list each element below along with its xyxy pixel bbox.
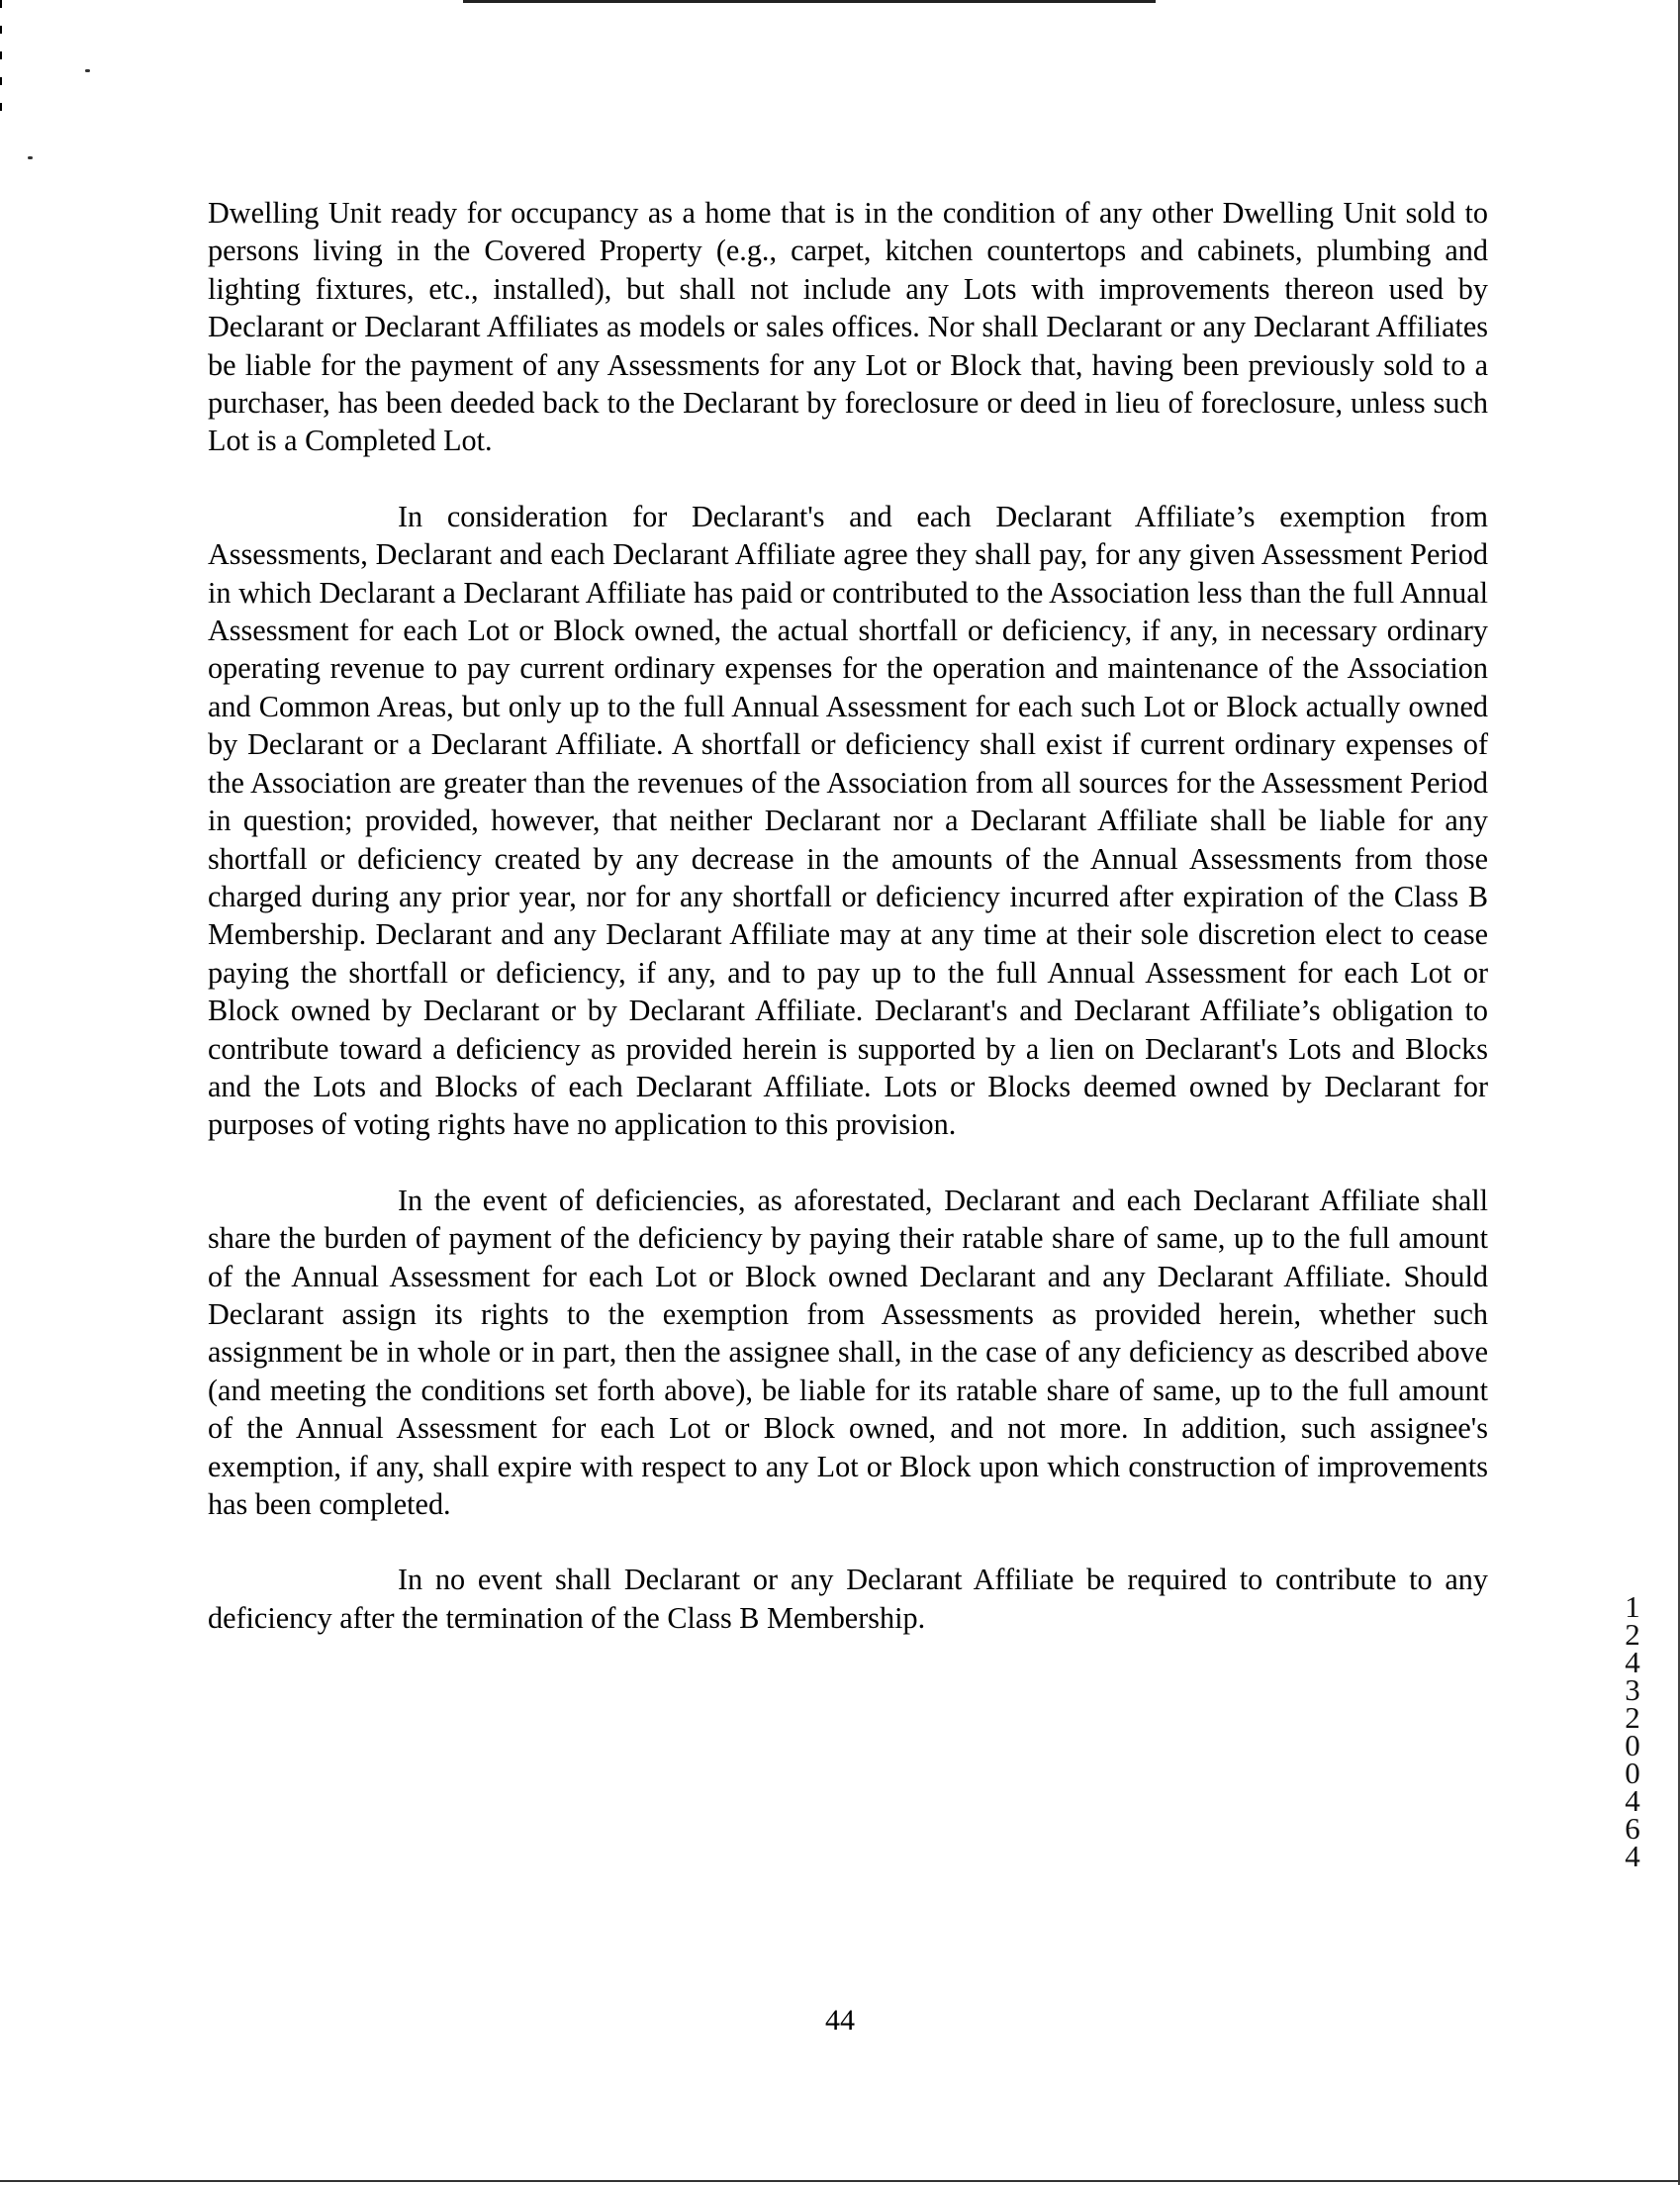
paragraph-no-event: In no event shall Declarant or any Declarant Affiliate be required to contribute to any deficiency after the termination of the Class B Membership. <box>208 1563 1488 1635</box>
scan-speck <box>85 69 90 72</box>
scan-speck <box>28 156 33 159</box>
document-body <box>208 194 1488 1674</box>
scan-left-edge <box>0 0 2 129</box>
scan-top-rule <box>463 0 1156 3</box>
paragraph-dwelling-unit: Dwelling Unit ready for occupancy as a home that is in the condition of any other Dwelling Unit sold to persons living in the Covered Property (e.g., carpet, kitchen countertops and cabinets, plumbing and lighting fixtures, etc., installed), but shall not include any Lots with improvements thereon used by Declarant or Declarant Affiliates as models or sales offices. Nor shall Declarant or any Declarant Affiliates be liable for the payment of any Assessments for any Lot or Block that, having been previously sold to a purchaser, has been deeded back to the Declarant by foreclosure or deed in lieu of foreclosure, unless such Lot is a Completed Lot. <box>208 196 1488 458</box>
paragraph-deficiencies: In the event of deficiencies, as aforestated, Declarant and each Declarant Affiliate shall share the burden of payment of the deficiency by paying their ratable share of same, up to the full amount of the Annual Assessment for each Lot or Block owned Declarant and any Declarant Affiliate. Should Declarant assign its rights to the exemption from Assessments as provided herein, whether such assignment be in whole or in part, then the assignee shall, in the case of any deficiency as described above (and meeting the conditions set forth above), be liable for its ratable share of same, up to the full amount of the Annual Assessment for each Lot or Block owned, and not more. In addition, such assignee's exemption, if any, shall expire with respect to any Lot or Block upon which construction of improvements has been completed. <box>208 1183 1488 1521</box>
page-number: 44 <box>825 2004 855 2037</box>
recording-stamp: 12432 00464 <box>1625 1589 1640 1873</box>
scan-bottom-edge <box>0 2180 1680 2182</box>
paragraph-consideration: In consideration for Declarant's and each Declarant Affiliate’s exemption from Assessments, Declarant and each Declarant Affiliate agree they shall pay, for any given Assessment Period in which Declarant a Declarant Affiliate has paid or contributed to the Association less than the full Annual Assessment for each Lot or Block owned, the actual shortfall or deficiency, if any, in necessary ordinary operating revenue to pay current ordinary expenses for the operation and maintenance of the Association and Common Areas, but only up to the full Annual Assessment for each such Lot or Block actually owned by Declarant or a Declarant Affiliate. A shortfall or deficiency shall exist if current ordinary expenses of the Association are greater than the revenues of the Association from all sources for the Assessment Period in question; provided, however, that neither Declarant nor a Declarant Affiliate shall be liable for any shortfall or deficiency created by any decrease in the amounts of the Annual Assessments from those charged during any prior year, nor for any shortfall or deficiency incurred after expiration of the Class B Membership. Declarant and any Declarant Affiliate may at any time at their sole discretion elect to cease paying the shortfall or deficiency, if any, and to pay up to the full Annual Assessment for each Lot or Block owned by Declarant or by Declarant Affiliate. Declarant's and Declarant Affiliate’s obligation to contribute toward a deficiency as provided herein is supported by a lien on Declarant's Lots and Blocks and the Lots and Blocks of each Declarant Affiliate. Lots or Blocks deemed owned by Declarant for purposes of voting rights have no application to this provision. <box>208 499 1488 1142</box>
